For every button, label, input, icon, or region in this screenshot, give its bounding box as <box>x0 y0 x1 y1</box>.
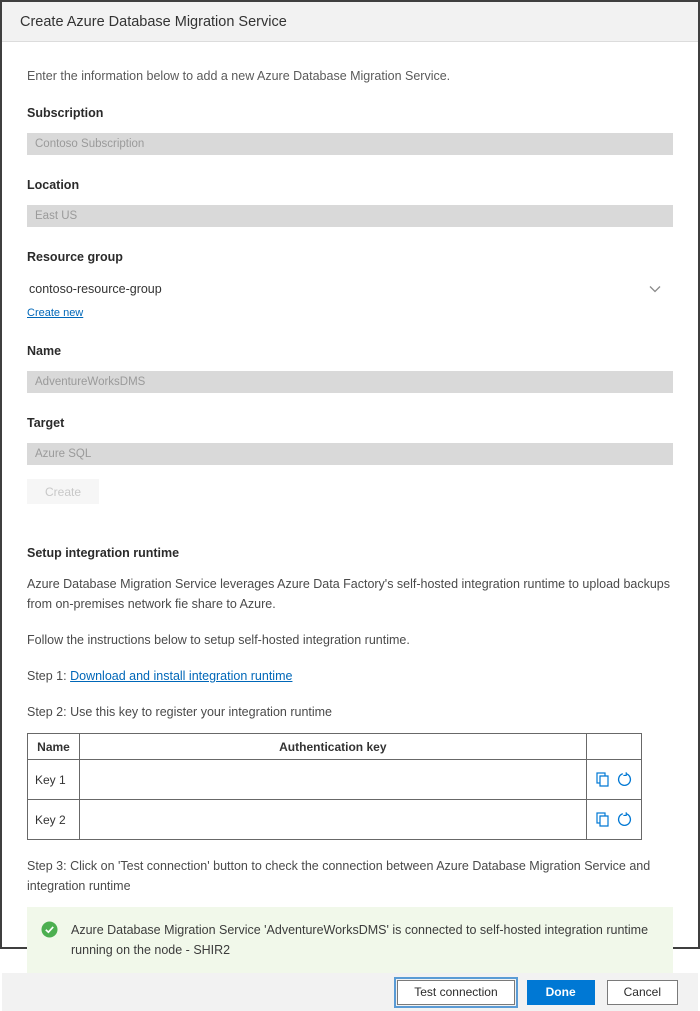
table-row <box>28 760 642 800</box>
runtime-description: Azure Database Migration Service leverages Azure Data Factory's self-hosted integration runtime to upload backups from on-premises network fie share to Azure. <box>27 577 670 611</box>
key1-actions-cell <box>586 760 641 800</box>
resource-group-value: contoso-resource-group <box>29 282 162 296</box>
step3-line: Step 3: Click on 'Test connection' button to check the connection between Azure Database Migration Service and integration runtime <box>27 859 651 893</box>
create-new-link[interactable]: Create new <box>27 307 84 319</box>
name-column-header: Name <box>28 734 80 760</box>
resource-group-select[interactable] <box>27 275 673 303</box>
target-field <box>27 443 673 465</box>
done-button[interactable]: Done <box>527 980 595 1005</box>
target-label: Target <box>27 416 65 430</box>
subscription-field <box>27 133 673 155</box>
step2-line: Step 2: Use this key to register your integration runtime <box>27 705 333 719</box>
dialog-header <box>2 2 698 42</box>
resource-group-label: Resource group <box>27 250 123 264</box>
location-label: Location <box>27 178 80 192</box>
key1-name-cell: Key 1 <box>28 760 80 800</box>
cancel-button[interactable]: Cancel <box>607 980 678 1005</box>
intro-text: Enter the information below to add a new Azure Database Migration Service. <box>27 69 451 83</box>
copy-icon[interactable] <box>596 772 610 787</box>
refresh-icon[interactable] <box>617 812 632 827</box>
setup-runtime-heading: Setup integration runtime <box>27 546 180 560</box>
dialog-footer <box>2 973 698 1011</box>
dialog-title: Create Azure Database Migration Service <box>20 13 287 30</box>
create-button: Create <box>27 479 99 504</box>
refresh-icon[interactable] <box>617 772 632 787</box>
key2-actions-cell <box>586 800 641 840</box>
copy-icon[interactable] <box>596 812 610 827</box>
dialog-body <box>2 42 698 973</box>
table-header-row <box>28 734 642 760</box>
success-message-text: Azure Database Migration Service 'AdventureWorksDMS' is connected to self-hosted integration runtime running on the node - SHIR2 <box>71 923 649 957</box>
success-check-icon <box>41 921 58 938</box>
auth-key-column-header: Authentication key <box>80 734 587 760</box>
download-runtime-link[interactable]: Download and install integration runtime <box>70 669 293 683</box>
authentication-key-table <box>27 733 642 840</box>
subscription-label: Subscription <box>27 106 104 120</box>
actions-column-header <box>586 734 641 760</box>
location-field <box>27 205 673 227</box>
key2-value-cell <box>80 800 587 840</box>
runtime-instructions: Follow the instructions below to setup self-hosted integration runtime. <box>27 633 410 647</box>
test-connection-button[interactable]: Test connection <box>397 980 514 1005</box>
step1-line <box>27 666 673 686</box>
key1-value-cell <box>80 760 587 800</box>
name-label: Name <box>27 344 62 358</box>
chevron-down-icon <box>649 282 661 296</box>
step1-prefix: Step 1: <box>27 669 71 683</box>
name-field <box>27 371 673 393</box>
key2-name-cell: Key 2 <box>28 800 80 840</box>
table-row <box>28 800 642 840</box>
connection-success-message <box>27 907 673 973</box>
